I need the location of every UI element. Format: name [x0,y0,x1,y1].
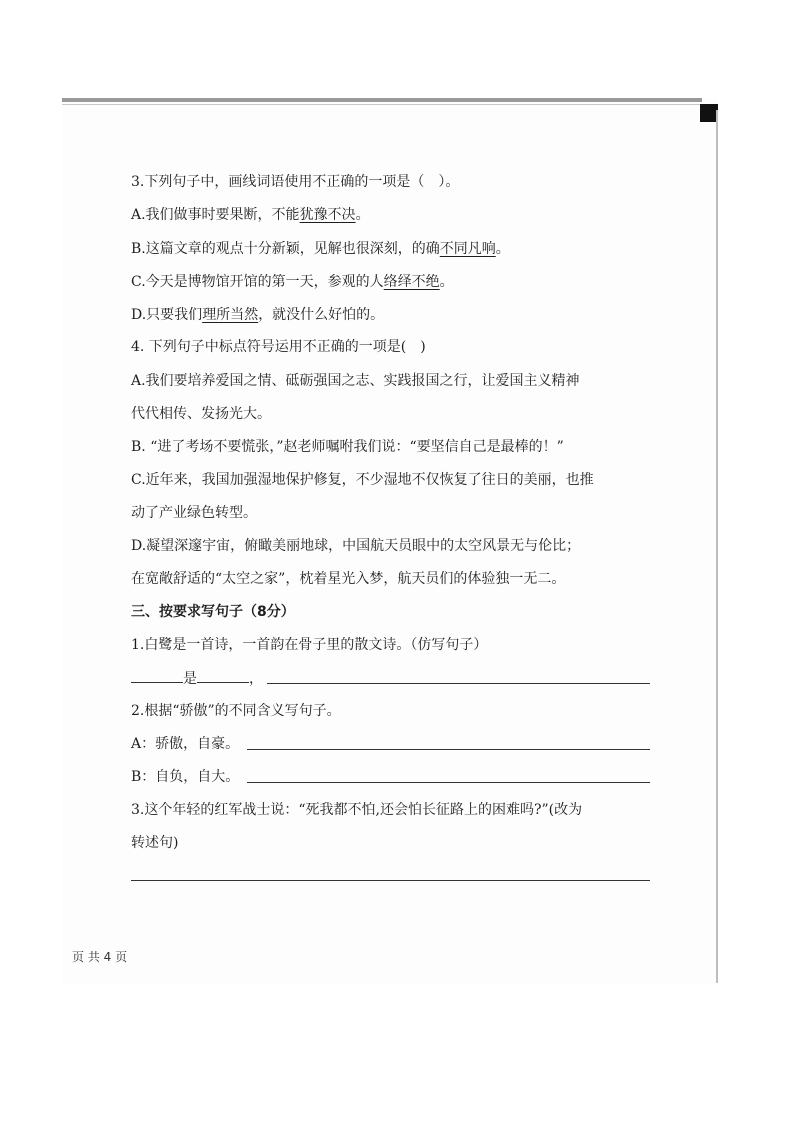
q4-option-a-line1: A.我们要培养爱国之情、砥砺强国之志、实践报国之行，让爱国主义精神 [131,373,580,389]
s3-q2-stem: 2.根据“骄傲”的不同含义写句子。 [131,703,341,719]
underlined-term: 理所当然 [202,307,259,323]
page-edge [716,110,718,983]
q4-option-c-line1: C.近年来，我国加强湿地保护修复，不少湿地不仅恢复了往日的美丽，也推 [131,472,594,488]
answer-blank[interactable] [131,668,183,683]
q4-option-c-line2: 动了产业绿色转型。 [131,505,257,521]
q3-option-d: D.只要我们理所当然，就没什么好怕的。 [131,307,385,323]
s3-q2-a: A：骄傲，自豪。 [131,736,240,752]
s3-q1-stem: 1.白鹭是一首诗，一首韵在骨子里的散文诗。（仿写句子） [131,637,488,653]
answer-blank[interactable] [197,668,249,683]
page-footer: 页 共 4 页 [72,950,128,964]
q4-option-b: B. “进了考场不要慌张，”赵老师嘱咐我们说：“要坚信自己是最棒的！” [131,439,564,455]
answer-line[interactable] [267,683,650,684]
s3-q2-b: B：自负，自大。 [131,769,240,785]
q3-option-b: B.这篇文章的观点十分新颖，见解也很深刻，的确不同凡响。 [131,241,510,257]
q3-option-a: A.我们做事时要果断，不能犹豫不决。 [131,207,370,223]
header-rule [62,98,702,102]
q4-option-d-line2: 在宽敞舒适的“太空之家”，枕着星光入梦，航天员们的体验独一无二。 [131,571,566,587]
underlined-term: 络绎不绝 [383,274,440,290]
answer-line[interactable] [247,749,650,750]
answer-line[interactable] [247,782,650,783]
q4-stem: 4. 下列句子中标点符号运用不正确的一项是( ) [131,339,426,355]
underlined-term: 犹豫不决 [299,207,356,223]
s3-q3-stem-line1: 3.这个年轻的红军战士说：“死我都不怕,还会怕长征路上的困难吗?”(改为 [131,802,583,818]
s3-q1-answer-line: 是 ， [131,668,263,689]
q3-option-c: C.今天是博物馆开馆的第一天，参观的人络绎不绝。 [131,274,454,290]
q4-option-d-line1: D.凝望深邃宇宙，俯瞰美丽地球，中国航天员眼中的太空风景无与伦比； [131,538,581,554]
section-title: 三、按要求写句子（8分） [131,604,295,620]
q4-option-a-line2: 代代相传、发扬光大。 [131,406,271,422]
header-rule-thin [62,104,702,105]
answer-line[interactable] [131,880,650,881]
underlined-term: 不同凡响 [439,241,496,257]
s3-q3-stem-line2: 转述句) [131,835,179,851]
q3-stem: 3.下列句子中，画线词语使用不正确的一项是（ ）。 [131,174,460,190]
